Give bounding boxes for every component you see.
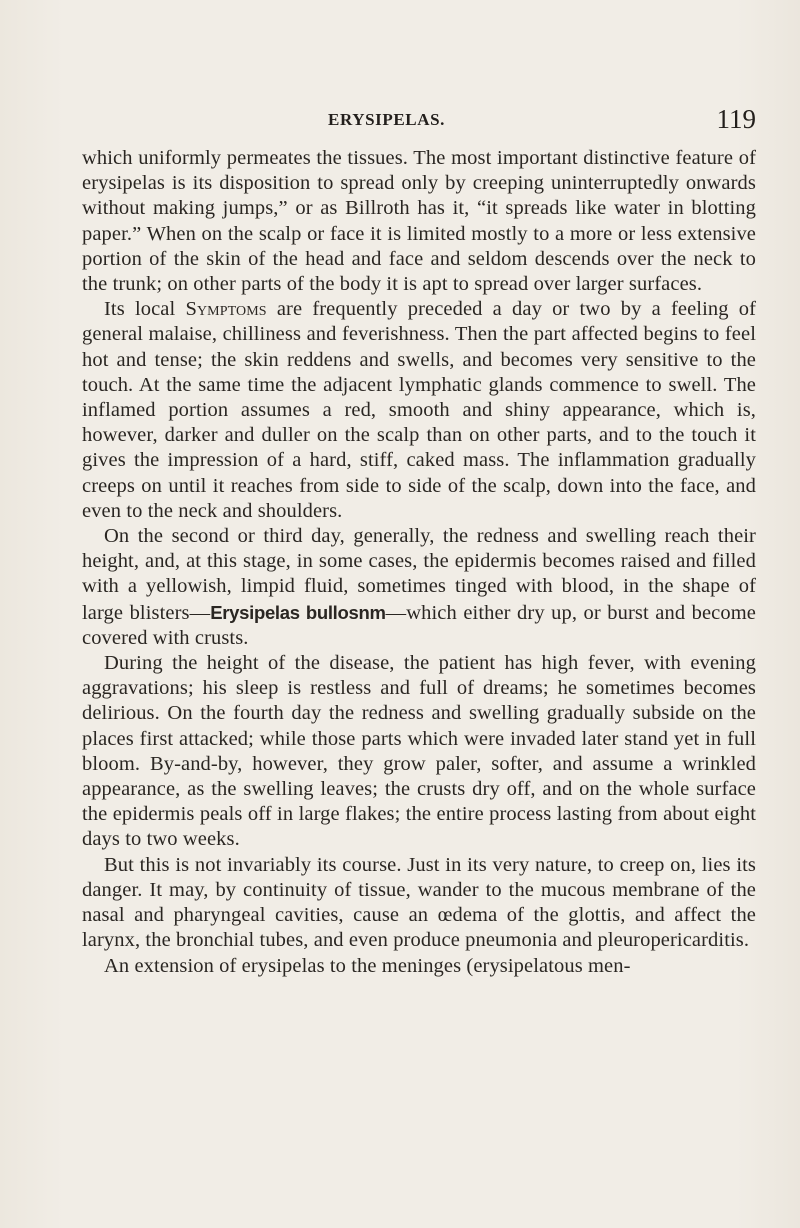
paragraph xyxy=(82,297,756,524)
body-text xyxy=(82,146,756,979)
paragraph-text: are frequently preceded a day or two by a feeling of general malaise, chilliness and feverishness. Then the part affected begins to feel hot and tense; the skin reddens and swells, and becomes very sensitive to the touch. At the same time the adjacent lymphatic glands commence to swell. The inflamed portion assumes a red, smooth and shiny appearance, which is, however, darker and duller on the scalp than on other parts, and to the touch it gives the impression of a hard, stiff, caked mass. The inflammation gradually creeps on until it reaches from side to side of the scalp, down into the face, and even to the neck and shoulders. xyxy=(82,298,756,522)
paragraph-text: But this is not invariably its course. Just in its very nature, to creep on, lies its danger. It may, by continuity of tissue, wander to the mucous membrane of the nasal and pharyngeal cavities, cause an œdema of the glottis, and affect the larynx, the bronchial tubes, and even produce pneumonia and pleuropericarditis. xyxy=(82,853,756,952)
erysipelas-bullosum-term: Erysipelas bullosnm xyxy=(210,601,386,623)
page-header xyxy=(82,104,756,138)
paragraph xyxy=(82,853,756,954)
paragraph xyxy=(82,954,756,979)
paragraph-lead: On the second or third day, generally, the redness and swelling reach their height, and, at this stage, in some cases, the epidermis becomes raised and filled with a yellowish, limpid fluid, sometimes tinged with blood, in the shape of large blisters— xyxy=(82,525,756,624)
paragraph xyxy=(82,651,756,853)
page-number: 119 xyxy=(716,104,756,134)
paragraph xyxy=(82,146,756,297)
paragraph-text: —which either dry up, or burst and become covered with crusts. xyxy=(82,601,756,649)
running-title: ERYSIPELAS. xyxy=(328,110,446,129)
paragraph-text: During the height of the disease, the patient has high fever, with evening aggravations; his sleep is restless and full of dreams; he sometimes becomes delirious. On the fourth day the redness and swelling gradually subside on the places first attacked; while those parts which were invaded later stand yet in full bloom. By-and-by, however, they grow paler, softer, and assume a wrinkled appearance, as the swelling leaves; the crusts dry off, and on the whole surface the epidermis peals off in large flakes; the entire process lasting from about eight days to two weeks. xyxy=(82,652,756,851)
paragraph-text: which uniformly permeates the tissues. The most important distinctive feature of erysipelas is its disposition to spread only by creeping uninterruptedly onwards without making jumps,” or as Billroth has it, “it spreads like water in blotting paper.” When on the scalp or face it is limited mostly to a more or less extensive portion of the skin of the head and face and seldom descends over the neck to the trunk; on other parts of the body it is apt to spread over larger surfaces. xyxy=(82,147,756,296)
symptoms-term: Symptoms xyxy=(185,298,267,321)
paragraph-lead: Its local xyxy=(104,298,186,321)
paragraph xyxy=(82,524,756,651)
paragraph-text: An extension of erysipelas to the meninges (erysipelatous men- xyxy=(104,954,631,977)
